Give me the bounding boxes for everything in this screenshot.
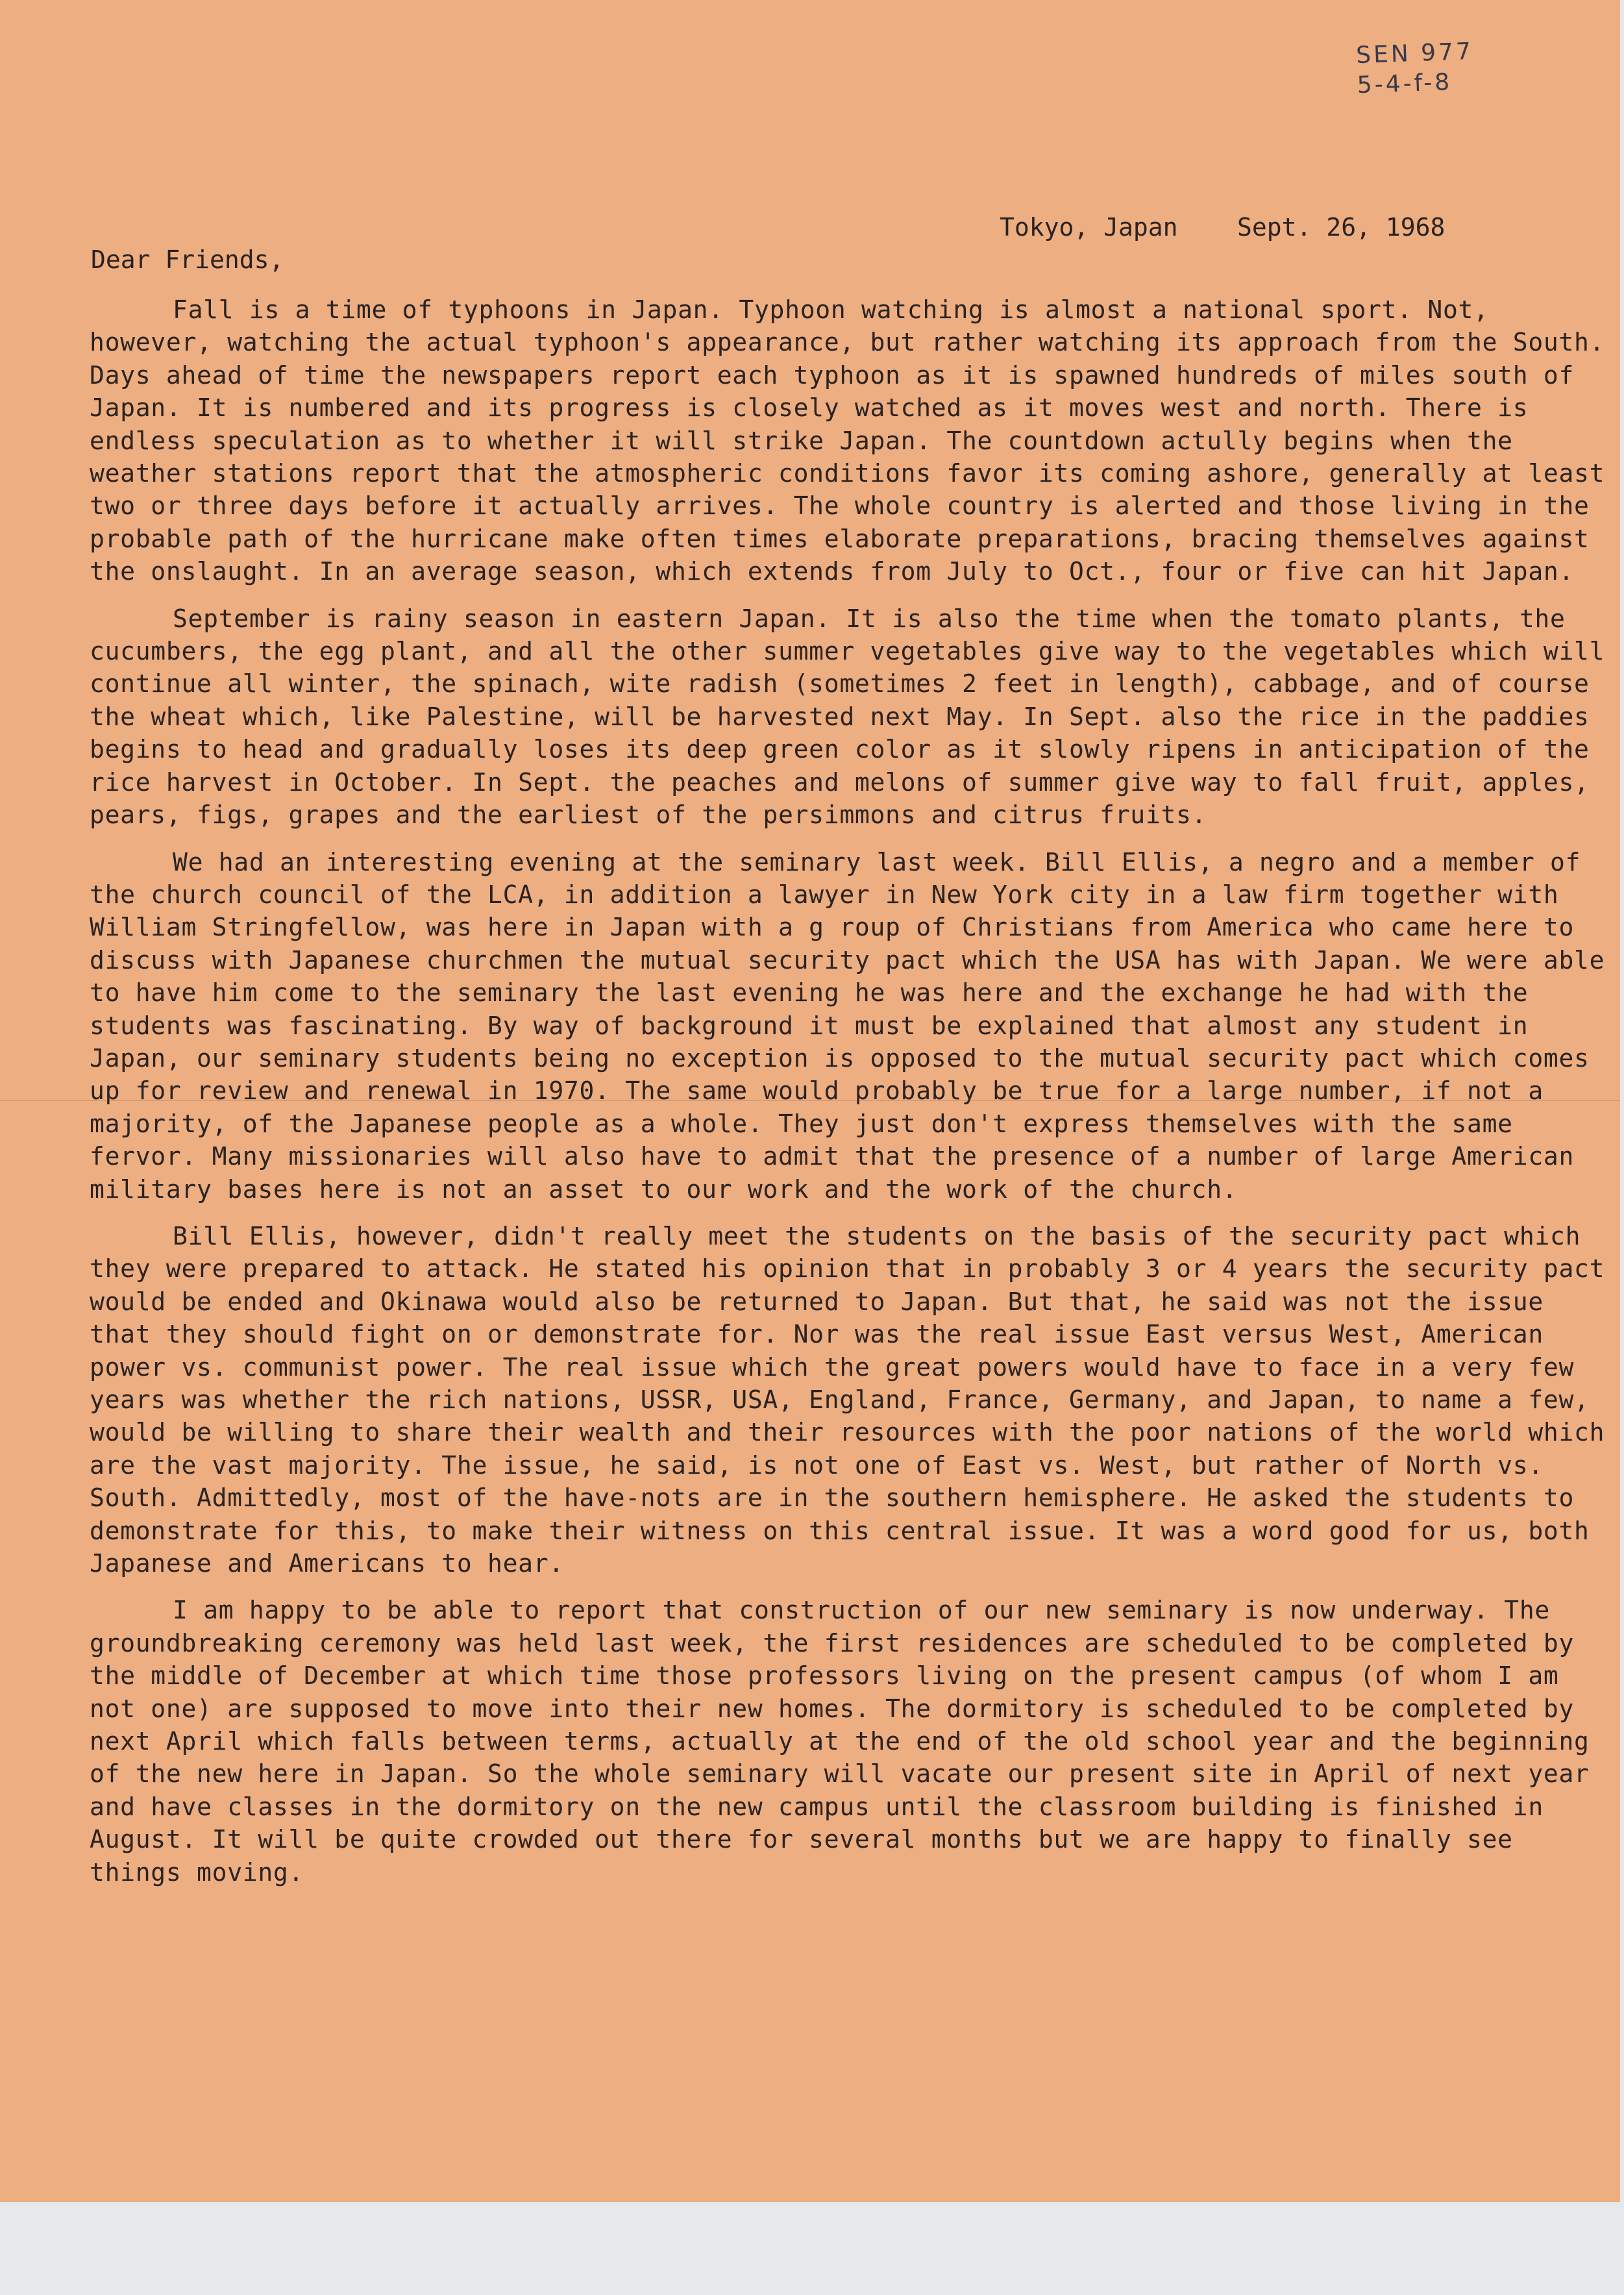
- letter-dateline: Tokyo, Japan Sept. 26, 1968: [1000, 213, 1446, 242]
- paragraph-typhoons: Fall is a time of typhoons in Japan. Typhoon watching is almost a national sport. Not, however, watching the actual typhoon's appearance, but rather watching its approach from the South. Days ahead of time the newspapers report each typhoon as it is spawned hundreds of miles south of Japan. It is numbered and its progress is closely watched as it moves west and north. There is endless speculation as to whether it will strike Japan. The countdown actully begins when the weather stations report that the atmospheric conditions favor its coming ashore, generally at least two or three days before it actually arrives. The whole country is alerted and those living in the probable path of the hurricane make often times elaborate preparations, bracing themselves against the onslaught. In an average season, which extends from July to Oct., four or five can hit Japan.: [90, 295, 1605, 586]
- paragraph-bill-ellis: Bill Ellis, however, didn't really meet the students on the basis of the security pact which they were prepared to attack. He stated his opinion that in probably 3 or 4 years the security pact would be ended and Okinawa would also be returned to Japan. But that, he said was not the issue that they should fight on or demonstrate for. Nor was the real issue East versus West, American power vs. communist power. The real issue which the great powers would have to face in a very few years was whether the rich nations, USSR, USA, England, France, Germany, and Japan, to name a few, would be willing to share their wealth and their resources with the poor nations of the world which are the vast majority. The issue, he said, is not one of East vs. West, but rather of North vs. South. Admittedly, most of the have-nots are in the southern hemisphere. He asked the students to demonstrate for this, to make their witness on this central issue. It was a word good for us, both Japanese and Americans to hear.: [90, 1221, 1605, 1578]
- paragraph-rainy-season: September is rainy season in eastern Japan. It is also the time when the tomato plants, the cucumbers, the egg plant, and all the other summer vegetables give way to the vegetables which will continue all winter, the spinach, wite radish (sometimes 2 feet in length), cabbage, and of course the wheat which, like Palestine, will be harvested next May. In Sept. also the rice in the paddies begins to head and gradually loses its deep green color as it slowly ripens in anticipation of the rice harvest in October. In Sept. the peaches and melons of summer give way to fall fruit, apples, pears, figs, grapes and the earliest of the persimmons and citrus fruits.: [90, 604, 1605, 830]
- archive-reference-annotation: [1355, 37, 1475, 101]
- annotation-line-1: SEN 977: [1355, 38, 1474, 69]
- letter-salutation: Dear Friends,: [91, 245, 284, 274]
- letter-body: [90, 293, 1608, 1903]
- annotation-line-2: 5-4-f-8: [1357, 69, 1453, 99]
- paragraph-construction: I am happy to be able to report that construction of our new seminary is now underway. The groundbreaking ceremony was held last week, the first residences are scheduled to be completed by the middle of December at which time those professors living on the present campus (of whom I am not one) are supposed to move into their new homes. The dormitory is scheduled to be completed by next April which falls between terms, actually at the end of the old school year and the beginning of the new here in Japan. So the whole seminary will vacate our present site in April of next year and have classes in the dormitory on the new campus until the classroom building is finished in August. It will be quite crowded out there for several months but we are happy to finally see things moving.: [90, 1596, 1590, 1887]
- paragraph-seminary-evening: We had an interesting evening at the seminary last week. Bill Ellis, a negro and a member of the church council of the LCA, in addition a lawyer in New York city in a law firm together with William Stringfellow, was here in Japan with a g roup of Christians from America who came here to discuss with Japanese churchmen the mutual security pact which the USA has with Japan. We were able to have him come to the seminary the last evening he was here and the exchange he had with the students was fascinating. By way of background it must be explained that almost any student in Japan, our seminary students being no exception is opposed to the mutual security pact which comes up for review and renewal in 1970. The same would probably be true for a large number, if not a majority, of the Japanese people as a whole. They just don't express themselves with the same fervor. Many missionaries will also have to admit that the presence of a number of large American military bases here is not an asset to our work and the work of the church.: [90, 847, 1605, 1204]
